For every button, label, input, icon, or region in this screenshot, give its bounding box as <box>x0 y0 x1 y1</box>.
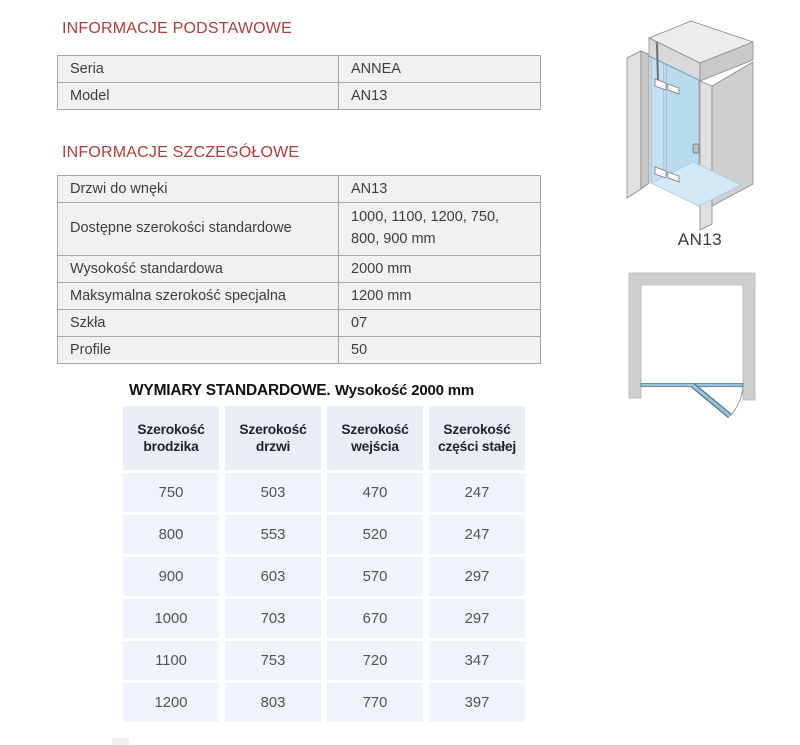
shower-door-3d-illustration <box>603 20 795 232</box>
dims-cell: 520 <box>327 515 423 554</box>
dims-cell: 1100 <box>123 641 219 680</box>
dimensions-heading <box>129 382 474 400</box>
row-label: Dostępne szerokości standardowe <box>58 203 339 256</box>
row-label: Seria <box>58 56 339 83</box>
rod-cap <box>655 41 658 44</box>
detailed-info-table <box>57 175 541 364</box>
basic-info-heading: INFORMACJE PODSTAWOWE <box>62 20 292 37</box>
row-value: ANNEA <box>339 56 541 83</box>
dims-header-cell: Szerokość części stałej <box>429 406 525 470</box>
table-row <box>58 282 541 309</box>
row-label: Profile <box>58 336 339 363</box>
row-label: Drzwi do wnęki <box>58 176 339 203</box>
dims-cell: 800 <box>123 515 219 554</box>
row-value: AN13 <box>339 83 541 110</box>
row-label: Wysokość standardowa <box>58 255 339 282</box>
table-row <box>58 309 541 336</box>
row-value: 2000 mm <box>339 255 541 282</box>
dimensions-table <box>123 406 525 722</box>
dims-cell: 503 <box>225 473 321 512</box>
door-handle-icon <box>693 144 699 153</box>
table-row <box>58 255 541 282</box>
dimensions-heading-sub: Wysokość 2000 mm <box>334 382 475 399</box>
dims-cell: 753 <box>225 641 321 680</box>
basic-info-table <box>57 55 541 110</box>
dims-cell: 703 <box>225 599 321 638</box>
table-row <box>58 176 541 203</box>
dims-cell: 570 <box>327 557 423 596</box>
dims-cell: 297 <box>429 599 525 638</box>
dims-cell: 900 <box>123 557 219 596</box>
dims-header-cell: Szerokość brodzika <box>123 406 219 470</box>
row-value: AN13 <box>339 176 541 203</box>
dimensions-heading-main: WYMIARY STANDARDOWE. <box>129 382 331 399</box>
dims-header-cell: Szerokość drzwi <box>225 406 321 470</box>
row-value: 07 <box>339 309 541 336</box>
cropped-content-artifact <box>112 738 129 745</box>
door-swing-plan-diagram <box>615 265 785 435</box>
dims-cell: 347 <box>429 641 525 680</box>
dims-cell: 247 <box>429 515 525 554</box>
wall-frame <box>629 273 755 400</box>
row-label: Maksymalna szerokość specjalna <box>58 282 339 309</box>
row-value: 1000, 1100, 1200, 750, 800, 900 mm <box>339 203 541 256</box>
detailed-info-heading: INFORMACJE SZCZEGÓŁOWE <box>62 144 300 161</box>
dims-header-cell: Szerokość wejścia <box>327 406 423 470</box>
dims-cell: 297 <box>429 557 525 596</box>
dims-cell: 397 <box>429 683 525 722</box>
dims-cell: 750 <box>123 473 219 512</box>
product-model-label: AN13 <box>677 230 723 249</box>
door-leaf <box>693 386 730 417</box>
dims-cell: 670 <box>327 599 423 638</box>
dims-cell: 770 <box>327 683 423 722</box>
fixed-glass-line <box>641 384 743 387</box>
row-value: 1200 mm <box>339 282 541 309</box>
table-row <box>58 203 541 256</box>
dims-cell: 553 <box>225 515 321 554</box>
dims-cell: 720 <box>327 641 423 680</box>
dims-cell: 1200 <box>123 683 219 722</box>
dims-cell: 1000 <box>123 599 219 638</box>
row-label: Model <box>58 83 339 110</box>
table-row <box>58 83 541 110</box>
table-row <box>58 56 541 83</box>
dims-cell: 603 <box>225 557 321 596</box>
row-value: 50 <box>339 336 541 363</box>
dims-cell: 470 <box>327 473 423 512</box>
door-swing-arc <box>730 387 743 416</box>
table-row <box>58 336 541 363</box>
dims-cell: 247 <box>429 473 525 512</box>
dims-cell: 803 <box>225 683 321 722</box>
row-label: Szkła <box>58 309 339 336</box>
